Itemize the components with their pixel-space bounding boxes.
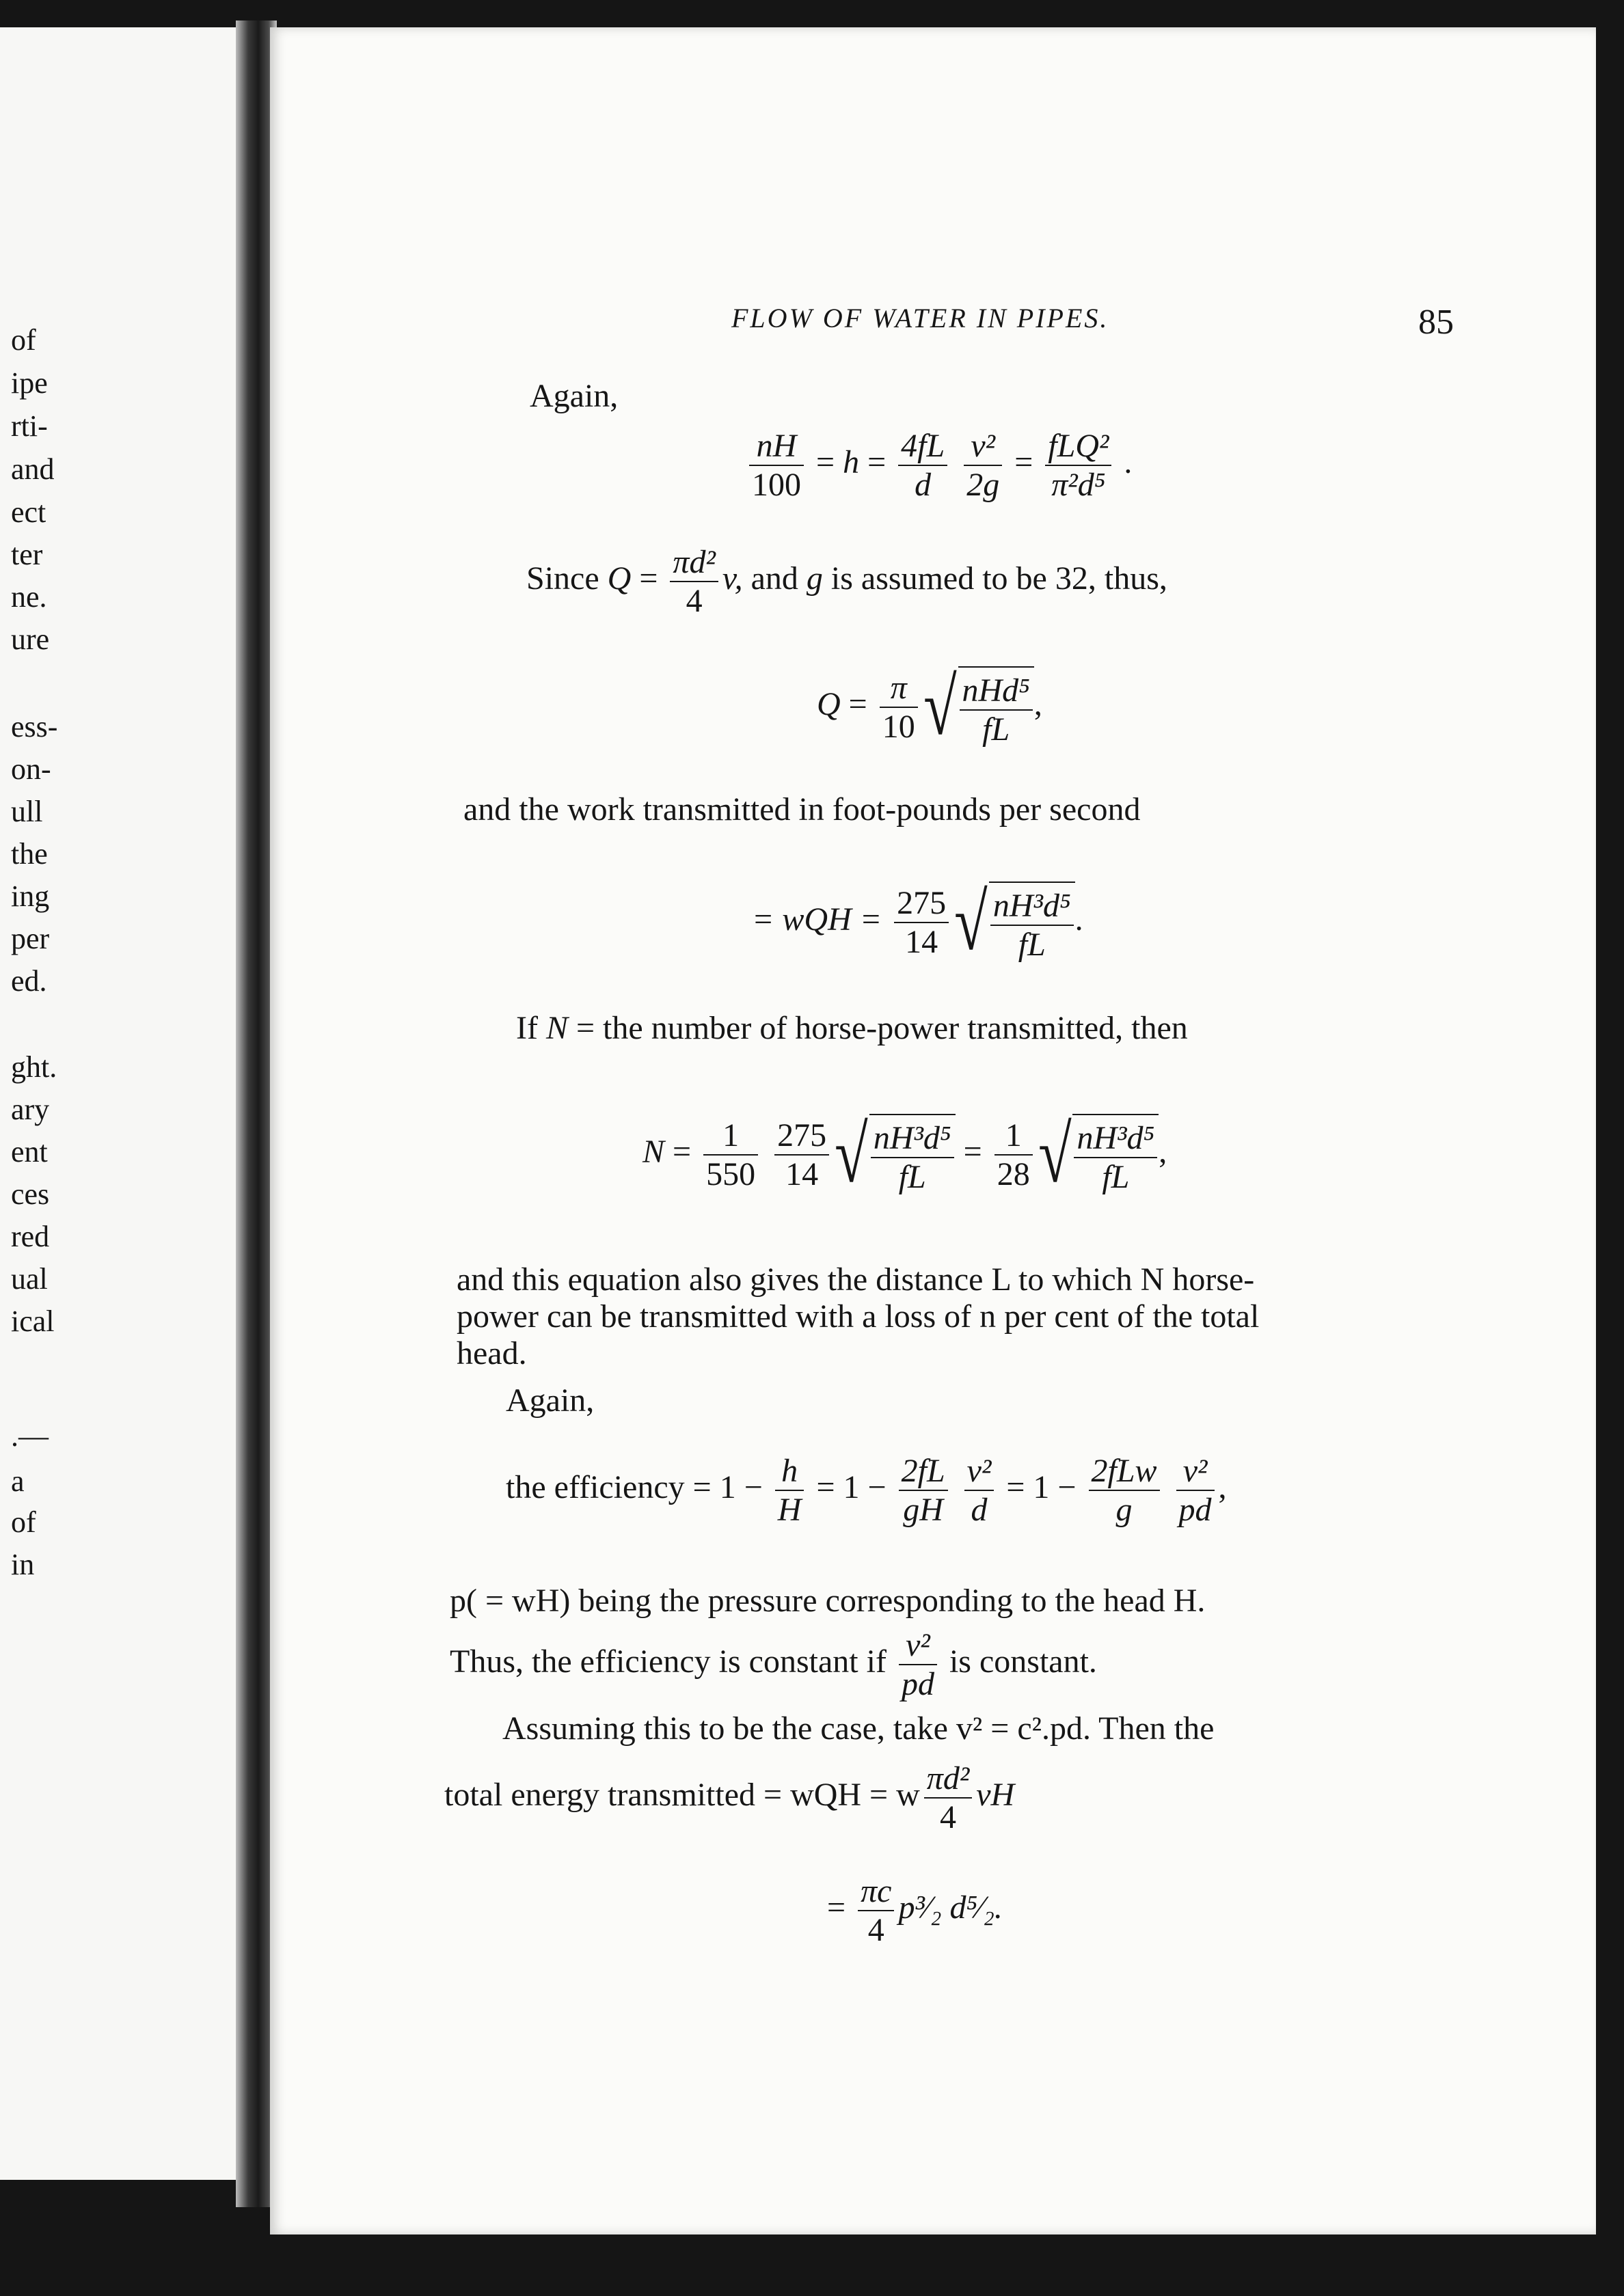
eq5-eq: = (1006, 1469, 1025, 1506)
eq5-minus: − (867, 1469, 887, 1506)
facing-fragment: in (11, 1548, 35, 1581)
equation-work (752, 877, 1083, 967)
eq4-den: 550 (703, 1154, 758, 1193)
eq5-num: h (781, 1453, 798, 1489)
eq1-num: fLQ² (1048, 428, 1109, 464)
since-eq: = (639, 560, 658, 597)
eq1-end: . (1124, 444, 1133, 481)
eq2-eq: = (848, 686, 867, 723)
facing-fragment: the (11, 837, 48, 871)
eq5-num: 2fL (901, 1453, 945, 1489)
eq3-lhs: = wQH = (752, 901, 882, 938)
facing-fragment: ipe (11, 366, 48, 400)
facing-fragment: on- (11, 752, 51, 786)
facing-fragment: ter (11, 538, 43, 571)
paragraph-if (516, 1011, 1188, 1046)
eq4-num: nH³d⁵ (873, 1120, 951, 1156)
eq5-num: v² (966, 1453, 992, 1489)
since-mid: and (750, 560, 798, 597)
eq5-one: 1 (843, 1469, 860, 1506)
eq1-equals: = (1014, 444, 1033, 481)
equation-horse-power (642, 1109, 1167, 1199)
book-page (270, 27, 1596, 2234)
equation-discharge (817, 661, 1042, 752)
eq1-den: d (898, 465, 947, 504)
eq1-num: 4fL (901, 428, 945, 464)
facing-fragment: ary (11, 1093, 50, 1126)
eq3-den: 14 (894, 922, 949, 961)
eq4-den: fL (1074, 1157, 1157, 1196)
eq5-den: g (1089, 1490, 1160, 1529)
eq1-den: π²d⁵ (1045, 465, 1111, 504)
eq3-num: nH³d⁵ (992, 888, 1071, 924)
eq3-end: . (1074, 901, 1083, 938)
sqrt-icon: √ (954, 877, 988, 967)
eq4-N: N (642, 1134, 665, 1171)
paragraph-work: and the work transmitted in foot-pounds per second (463, 791, 1141, 828)
eq1-den: 2g (964, 465, 1002, 504)
eq3-num: 275 (897, 885, 947, 921)
facing-fragment: ed. (11, 964, 47, 998)
facing-fragment: rti- (11, 409, 48, 443)
eq2-Q: Q (817, 686, 841, 723)
eq6-den: 4 (858, 1910, 894, 1949)
eq4-eq: = (673, 1134, 692, 1171)
facing-fragment: ical (11, 1304, 55, 1338)
facing-page (0, 27, 260, 2180)
total-post: vH (976, 1777, 1015, 1814)
eq1-equals: = (816, 444, 835, 481)
facing-fragment: ull (11, 795, 43, 828)
if-N: N (545, 1010, 568, 1046)
eq5-num: 2fLw (1091, 1453, 1157, 1489)
facing-fragment: ces (11, 1177, 50, 1211)
eq5-end: , (1218, 1469, 1227, 1506)
since-num: πd² (673, 544, 716, 580)
facing-fragment: ess- (11, 710, 58, 743)
if-pre: If (516, 1010, 538, 1046)
since-post: is assumed to be 32, thus, (830, 560, 1167, 597)
facing-fragment: red (11, 1220, 50, 1253)
paragraph-pressure: p( = wH) being the pressure corresponding to the head H. (450, 1583, 1206, 1619)
eq5-den: gH (899, 1490, 948, 1529)
facing-fragment: of (11, 323, 36, 357)
sqrt-icon: √ (923, 661, 957, 752)
eq6-num: πc (861, 1873, 892, 1909)
eq6-eq: = (827, 1889, 846, 1926)
thus-den: pd (899, 1664, 937, 1703)
total-den: 4 (924, 1797, 972, 1836)
eq1-num: v² (971, 428, 996, 464)
eq2-den: 10 (880, 707, 918, 746)
eq1-num: nH (756, 428, 797, 464)
eq5-minus: − (1057, 1469, 1077, 1506)
eq5-den: pd (1176, 1490, 1215, 1529)
paragraph-again: Again, (506, 1382, 595, 1419)
since-v: v, (722, 560, 743, 597)
paragraph-again: Again, (530, 378, 619, 414)
paragraph-assuming: Assuming this to be the case, take v² = c².pd. Then the (502, 1710, 1215, 1747)
total-pre: total energy transmitted = wQH = w (444, 1777, 920, 1814)
thus-post: is constant. (949, 1643, 1097, 1680)
eq2-end: , (1033, 686, 1042, 723)
equation-head-loss (745, 427, 1132, 504)
eq2-num: π (890, 670, 907, 706)
facing-fragment: ure (11, 623, 50, 656)
eq4-num: 1 (1005, 1117, 1022, 1153)
facing-fragment: ent (11, 1135, 48, 1168)
since-pre: Since (526, 560, 599, 597)
facing-fragment: ual (11, 1262, 48, 1296)
eq5-lead: the efficiency = (506, 1469, 712, 1506)
eq5-den: H (775, 1490, 804, 1529)
sqrt-icon: √ (835, 1109, 868, 1199)
eq1-den: 100 (749, 465, 804, 504)
paragraph-line: power can be transmitted with a loss of n per cent of the total (457, 1298, 1260, 1335)
paragraph-total-energy (444, 1760, 1014, 1836)
facing-fragment: ing (11, 879, 50, 913)
since-Q: Q (607, 560, 632, 597)
eq5-one: 1 (1033, 1469, 1050, 1506)
sqrt-icon: √ (1038, 1109, 1072, 1199)
eq1-h: h (843, 444, 860, 481)
since-den: 4 (670, 581, 718, 620)
eq6-rest: p³⁄₂ d⁵⁄₂. (898, 1889, 1003, 1926)
page-number: 85 (1418, 303, 1454, 342)
eq4-end: , (1159, 1134, 1167, 1171)
facing-fragment: ect (11, 495, 46, 529)
paragraph-line: and this equation also gives the distance L to which N horse- (457, 1261, 1255, 1298)
facing-fragment: .— (11, 1419, 49, 1453)
paragraph-line: head. (457, 1335, 527, 1371)
eq4-num: 275 (777, 1117, 827, 1153)
eq4-num: nH³d⁵ (1077, 1120, 1155, 1156)
eq4-den: fL (871, 1157, 954, 1196)
eq4-num: 1 (722, 1117, 740, 1153)
running-title: FLOW OF WATER IN PIPES. (731, 303, 1109, 333)
eq5-one: 1 (719, 1469, 736, 1506)
facing-fragment: a (11, 1464, 25, 1498)
facing-fragment: per (11, 922, 50, 955)
eq4-den: 28 (994, 1154, 1033, 1193)
eq5-eq: = (816, 1469, 835, 1506)
eq5-den: d (964, 1490, 994, 1529)
paragraph-since (526, 543, 1167, 620)
facing-fragment: and (11, 452, 55, 486)
eq4-eq: = (963, 1134, 982, 1171)
thus-pre: Thus, the efficiency is constant if (450, 1643, 887, 1680)
since-g: g (806, 560, 823, 597)
total-num: πd² (926, 1760, 970, 1796)
eq5-minus: − (744, 1469, 763, 1506)
facing-fragment: ght. (11, 1050, 57, 1084)
eq3-den: fL (990, 925, 1074, 964)
eq1-equals: = (867, 444, 887, 481)
facing-fragment: of (11, 1505, 36, 1539)
paragraph-thus (450, 1626, 1097, 1703)
equation-energy (827, 1872, 1003, 1949)
eq2-num: nHd⁵ (962, 672, 1030, 709)
eq4-den: 14 (774, 1154, 829, 1193)
facing-fragment: ne. (11, 580, 47, 614)
if-post: = the number of horse-power transmitted, then (576, 1010, 1188, 1046)
eq5-num: v² (1182, 1453, 1208, 1489)
equation-efficiency (506, 1452, 1227, 1529)
thus-num: v² (906, 1627, 930, 1663)
eq2-den: fL (960, 709, 1033, 748)
